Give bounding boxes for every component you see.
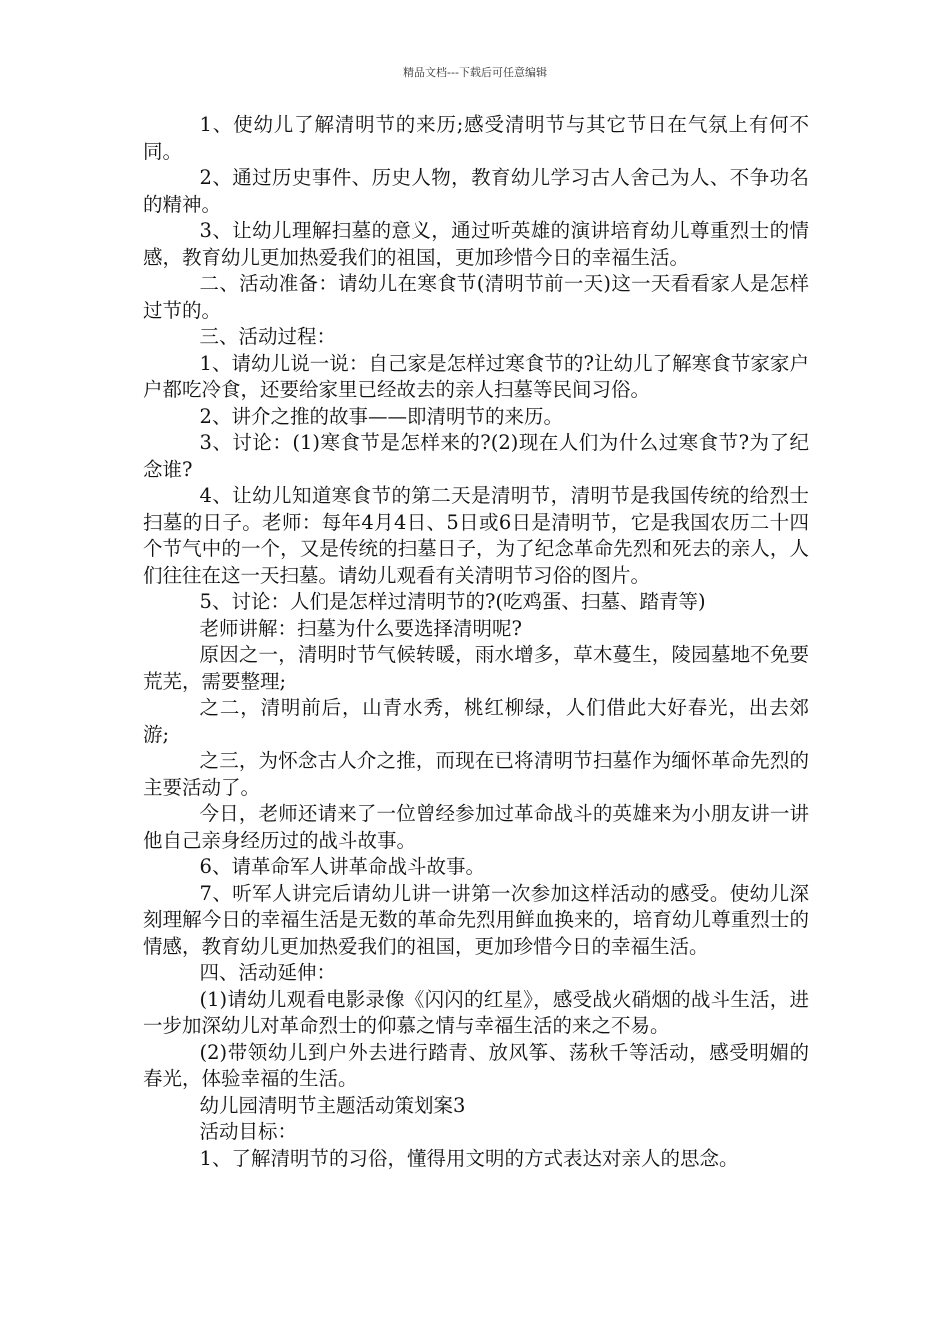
page-header: 精品文档---下载后可任意编辑 (403, 66, 547, 79)
paragraph: 老师讲解：扫墓为什么要选择清明呢? (199, 616, 523, 640)
paragraph: (1)请幼儿观看电影录像《闪闪的红星》，感受战火硝烟的战斗生活，进一步加深幼儿对革命烈士的仰慕之情与幸福生活的来之不易。 (143, 987, 809, 1037)
paragraph: 2、通过历史事件、历史人物，教育幼儿学习古人舍己为人、不争功名的精神。 (143, 166, 809, 216)
section-title: 幼儿园清明节主题活动策划案3 (199, 1093, 466, 1117)
paragraph: 3、讨论：(1)寒食节是怎样来的?(2)现在人们为什么过寒食节?为了纪念谁? (143, 431, 809, 481)
paragraph: 2、讲介之推的故事——即清明节的来历。 (199, 404, 563, 428)
paragraph: 三、活动过程： (199, 325, 337, 348)
paragraph: 四、活动延伸： (199, 961, 337, 984)
paragraph: 1、请幼儿说一说：自己家是怎样过寒食节的?让幼儿了解寒食节家家户户都吃冷食，还要给家里已经故去的亲人扫墓等民间习俗。 (143, 351, 809, 401)
paragraph: 之三，为怀念古人介之推，而现在已将清明节扫墓作为缅怀革命先烈的主要活动了。 (143, 749, 809, 799)
paragraph: 原因之一，清明时节气候转暖，雨水增多，草木蔓生，陵园墓地不免要荒芜，需要整理; (143, 643, 809, 693)
document-body (143, 112, 809, 1172)
paragraph: 活动目标： (199, 1120, 298, 1143)
paragraph: 5、讨论：人们是怎样过清明节的?(吃鸡蛋、扫墓、踏青等) (199, 590, 706, 613)
paragraph: 3、让幼儿理解扫墓的意义，通过听英雄的演讲培育幼儿尊重烈士的情感，教育幼儿更加热爱我们的祖国，更加珍惜今日的幸福生活。 (143, 219, 809, 269)
paragraph: 4、让幼儿知道寒食节的第二天是清明节，清明节是我国传统的给烈士扫墓的日子。老师：每年4月4日、5日或6日是清明节，它是我国农历二十四个节气中的一个，又是传统的扫墓日子，为了纪念革命先烈和死去的亲人，人们往往在这一天扫墓。请幼儿观看有关清明节习俗的图片。 (143, 484, 809, 587)
paragraph: 今日，老师还请来了一位曾经参加过革命战斗的英雄来为小朋友讲一讲他自己亲身经历过的战斗故事。 (143, 802, 809, 852)
paragraph: 1、了解清明节的习俗，懂得用文明的方式表达对亲人的思念。 (199, 1146, 739, 1170)
paragraph: 6、请革命军人讲革命战斗故事。 (199, 855, 485, 878)
paragraph: (2)带领幼儿到户外去进行踏青、放风筝、荡秋千等活动，感受明媚的春光，体验幸福的生活。 (143, 1040, 809, 1090)
paragraph: 二、活动准备：请幼儿在寒食节(清明节前一天)这一天看看家人是怎样过节的。 (143, 272, 809, 322)
paragraph: 之二，清明前后，山青水秀，桃红柳绿，人们借此大好春光，出去郊游; (143, 696, 809, 746)
paragraph: 7、听军人讲完后请幼儿讲一讲第一次参加这样活动的感受。使幼儿深刻理解今日的幸福生活是无数的革命先烈用鲜血换来的，培育幼儿尊重烈士的情感，教育幼儿更加热爱我们的祖国，更加珍惜今日的幸福生活。 (143, 881, 809, 958)
paragraph: 1、使幼儿了解清明节的来历;感受清明节与其它节日在气氛上有何不同。 (143, 113, 809, 163)
